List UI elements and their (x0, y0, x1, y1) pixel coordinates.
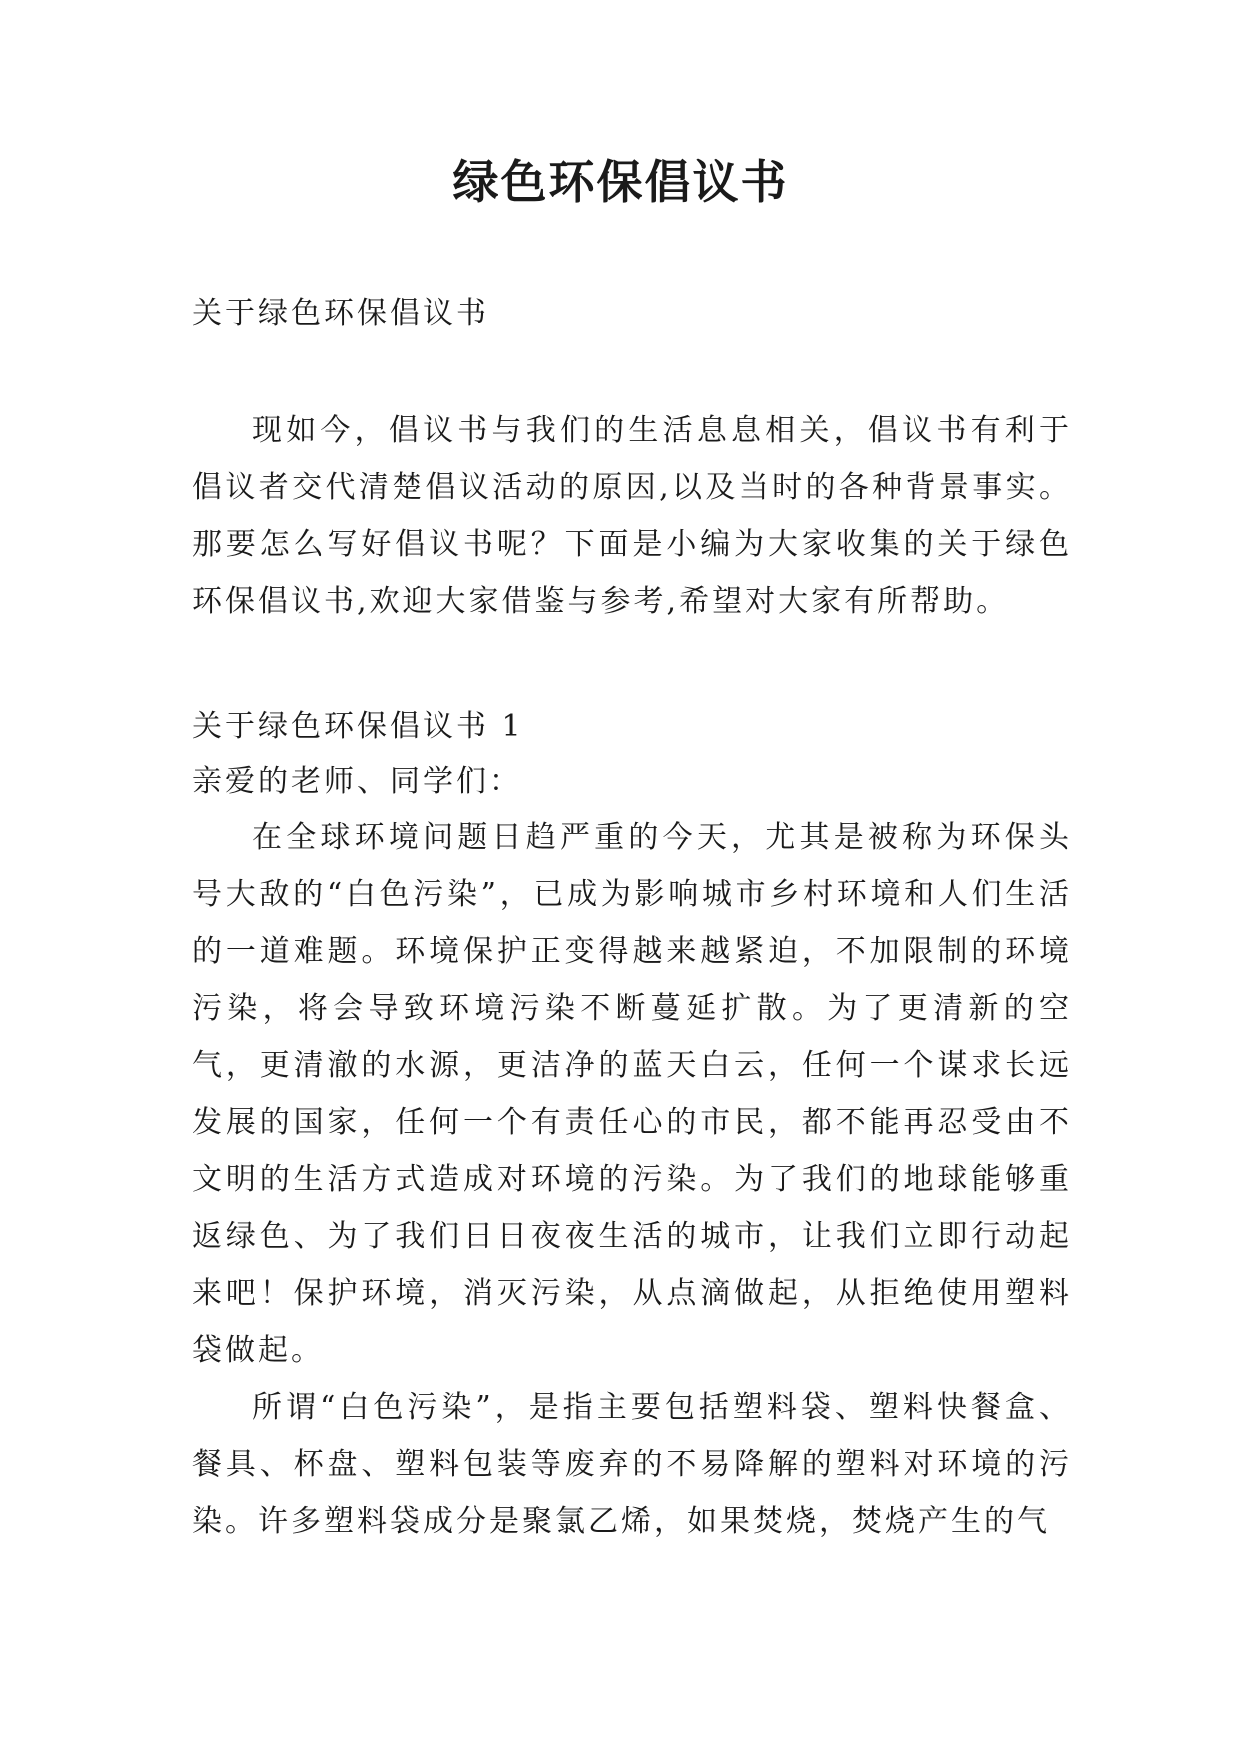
body-paragraph: 所谓“白色污染”，是指主要包括塑料袋、塑料快餐盒、餐具、杯盘、塑料包装等废弃的不易降解的塑料对环境的污染。许多塑料袋成分是聚氯乙烯，如果焚烧，焚烧产生的气 (192, 1390, 1072, 1539)
section-heading: 关于绿色环保倡议书 1 (192, 709, 524, 744)
section-1 (192, 699, 1072, 1550)
subtitle-text: 关于绿色环保倡议书 (192, 296, 489, 331)
intro-paragraph: 现如今，倡议书与我们的生活息息相关，倡议书有利于倡议者交代清楚倡议活动的原因,以及当时的各种背景事实。那要怎么写好倡议书呢？下面是小编为大家收集的关于绿色环保倡议书,欢迎大家借鉴与参考,希望对大家有所帮助。 (192, 413, 1072, 619)
document-subtitle (192, 290, 1072, 338)
salutation: 亲爱的老师、同学们： (192, 764, 522, 799)
document-title: 绿色环保倡议书 (452, 155, 789, 209)
intro-block (192, 402, 1072, 630)
body-paragraph: 在全球环境问题日趋严重的今天，尤其是被称为环保头号大敌的“白色污染”，已成为影响城市乡村环境和人们生活的一道难题。环境保护正变得越来越紧迫，不加限制的环境污染，将会导致环境污染不断蔓延扩散。为了更清新的空气，更清澈的水源，更洁净的蓝天白云，任何一个谋求长远发展的国家，任何一个有责任心的市民，都不能再忍受由不文明的生活方式造成对环境的污染。为了我们的地球能够重返绿色、为了我们日日夜夜生活的城市，让我们立即行动起来吧！保护环境，消灭污染，从点滴做起，从拒绝使用塑料袋做起。 (192, 820, 1072, 1368)
